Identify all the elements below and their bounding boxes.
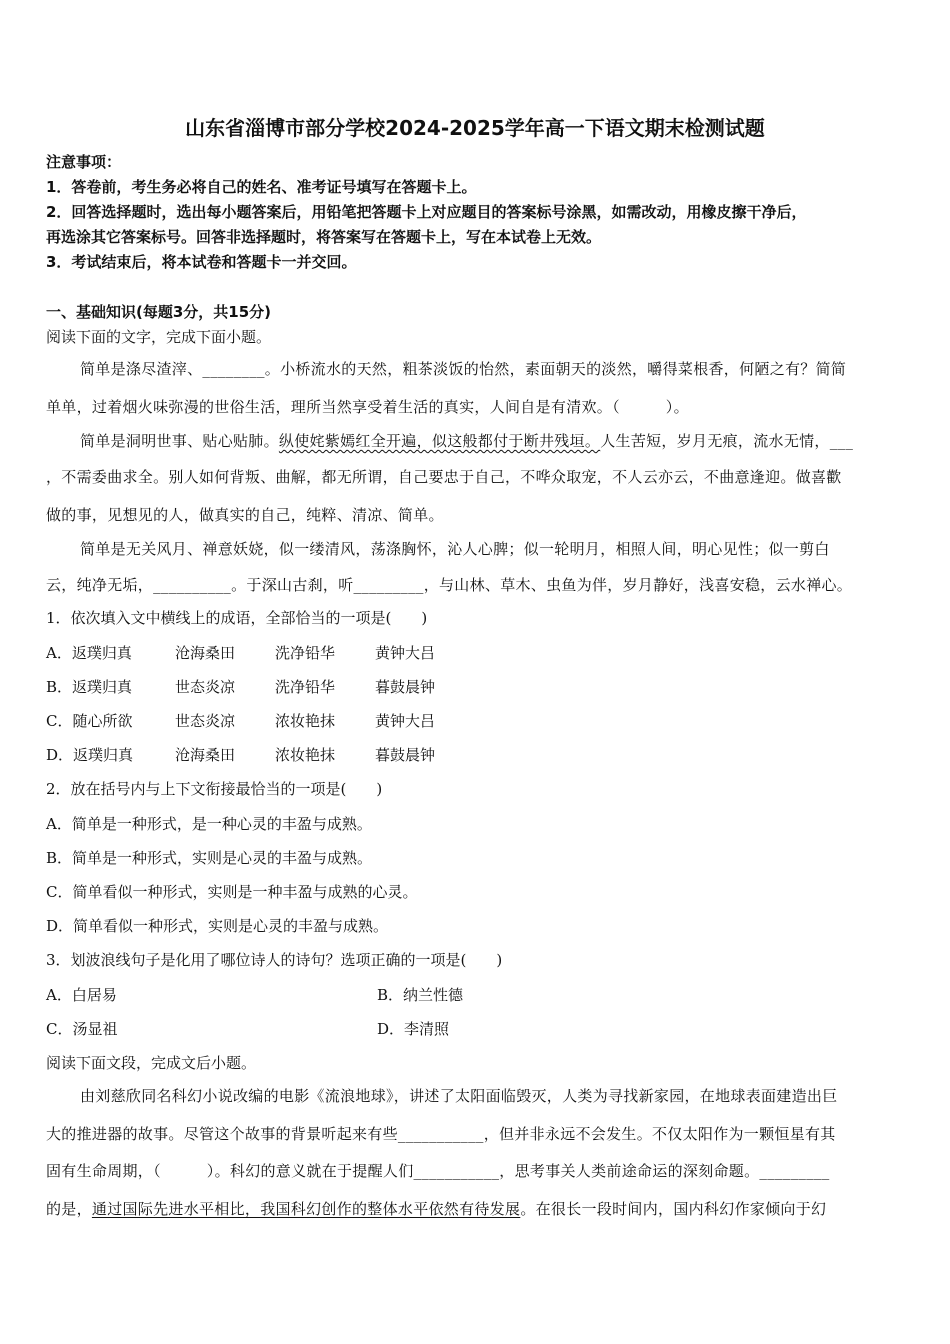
reading-intro: 阅读下面文段，完成文后小题。 — [46, 1054, 257, 1072]
option-word: 沧海桑田 — [175, 746, 236, 764]
option-c: C．汤显祖 — [46, 1020, 118, 1038]
passage-segment: 人生苦短，岁月无痕，流水无情，___ — [600, 432, 854, 450]
option-b: B．简单是一种形式，实则是心灵的丰盈与成熟。 — [46, 849, 373, 867]
option-b: B．返璞归真 — [46, 678, 133, 696]
option-word: 黄钟大吕 — [375, 712, 436, 730]
option-word: 世态炎凉 — [175, 712, 236, 730]
option-a: A．返璞归真 — [46, 644, 132, 662]
option-a: A．简单是一种形式，是一种心灵的丰盈与成熟。 — [46, 815, 372, 833]
option-word: 暮鼓晨钟 — [375, 746, 436, 764]
option-word: 洗净铅华 — [275, 644, 336, 662]
option-d: D．简单看似一种形式，实则是心灵的丰盈与成熟。 — [46, 917, 389, 935]
page-title: 山东省淄博市部分学校2024-2025学年高一下语文期末检测试题 — [185, 116, 765, 140]
option-word: 浓妆艳抹 — [275, 746, 336, 764]
option-d: D．返璞归真 — [46, 746, 134, 764]
passage-line: 做的事，见想见的人，做真实的自己，纯粹、清凉、简单。 — [46, 506, 444, 524]
passage-line — [46, 1199, 826, 1219]
option-word: 洗净铅华 — [275, 678, 336, 696]
question-stem: 3．划波浪线句子是化用了哪位诗人的诗句？选项正确的一项是( ) — [46, 951, 503, 969]
section-heading: 一、基础知识(每题3分，共15分) — [46, 303, 272, 321]
option-b: B．纳兰性德 — [377, 986, 464, 1004]
question-stem: 1．依次填入文中横线上的成语，全部恰当的一项是( ) — [46, 609, 428, 627]
passage-segment: 。在很长一段时间内，国内科幻作家倾向于幻 — [520, 1200, 827, 1218]
passage-line: 固有生命周期，（ ）。科幻的意义就在于提醒人们___________，思考事关人类前途命运的深刻命题。_________ — [46, 1162, 830, 1180]
notice-item: 再选涂其它答案标号。回答非选择题时，将答案写在答题卡上，写在本试卷上无效。 — [46, 228, 602, 246]
passage-segment: 简单是洞明世事、贴心贴肺。 — [80, 432, 279, 450]
option-c: C．随心所欲 — [46, 712, 133, 730]
option-word: 暮鼓晨钟 — [375, 678, 436, 696]
option-word: 黄钟大吕 — [375, 644, 436, 662]
option-word: 浓妆艳抹 — [275, 712, 336, 730]
option-word: 世态炎凉 — [175, 678, 236, 696]
question-stem: 2．放在括号内与上下文衔接最恰当的一项是( ) — [46, 780, 383, 798]
passage-line: 由刘慈欣同名科幻小说改编的电影《流浪地球》，讲述了太阳面临毁灭，人类为寻找新家园，在地球表面建造出巨 — [80, 1087, 838, 1105]
passage-line: 大的推进器的故事。尽管这个故事的背景听起来有些___________，但并非永远不会发生。不仅太阳作为一颗恒星有其 — [46, 1125, 836, 1143]
option-c: C．简单看似一种形式，实则是一种丰盈与成熟的心灵。 — [46, 883, 418, 901]
option-d: D．李清照 — [377, 1020, 450, 1038]
notice-item: 1．答卷前，考生务必将自己的姓名、准考证号填写在答题卡上。 — [46, 178, 477, 196]
notice-item: 3．考试结束后，将本试卷和答题卡一并交回。 — [46, 253, 357, 271]
option-a: A．白居易 — [46, 986, 117, 1004]
notice-heading: 注意事项： — [46, 153, 122, 171]
passage-line: 单单，过着烟火味弥漫的世俗生活，理所当然享受着生活的真实，人间自是有清欢。（ ）。 — [46, 398, 689, 416]
option-row — [46, 677, 435, 697]
passage-line: 简单是无关风月、禅意妖娆，似一缕清风，荡涤胸怀，沁人心脾；似一轮明月，相照人间，明心见性；似一剪白 — [80, 540, 830, 558]
option-row — [46, 643, 435, 663]
option-row — [46, 745, 435, 765]
passage-segment: 的是， — [46, 1200, 92, 1218]
passage-line: ，不需委曲求全。别人如何背叛、曲解，都无所谓，自己要忠于自己，不哗众取宠，不人云亦云，不曲意逢迎。做喜歡 — [46, 468, 842, 486]
passage-line: 简单是涤尽渣滓、________。小桥流水的天然，粗茶淡饭的怡然，素面朝天的淡然，嚼得菜根香，何陋之有？简简 — [80, 360, 847, 378]
option-row — [46, 711, 435, 731]
passage-line — [80, 431, 853, 451]
passage-line: 云，纯净无垢，__________。于深山古刹，听_________，与山林、草木、虫鱼为伴，岁月静好，浅喜安稳，云水禅心。 — [46, 576, 853, 594]
wavy-underlined-sentence: 纵使姹紫嫣红全开遍，似这般都付于断井残垣。 — [278, 432, 601, 450]
reading-intro: 阅读下面的文字，完成下面小题。 — [46, 328, 272, 346]
underlined-sentence: 通过国际先进水平相比，我国科幻创作的整体水平依然有待发展 — [91, 1200, 521, 1218]
notice-item: 2．回答选择题时，选出每小题答案后，用铅笔把答题卡上对应题目的答案标号涂黑，如需改动，用橡皮擦干净后， — [46, 203, 807, 221]
option-word: 沧海桑田 — [175, 644, 236, 662]
